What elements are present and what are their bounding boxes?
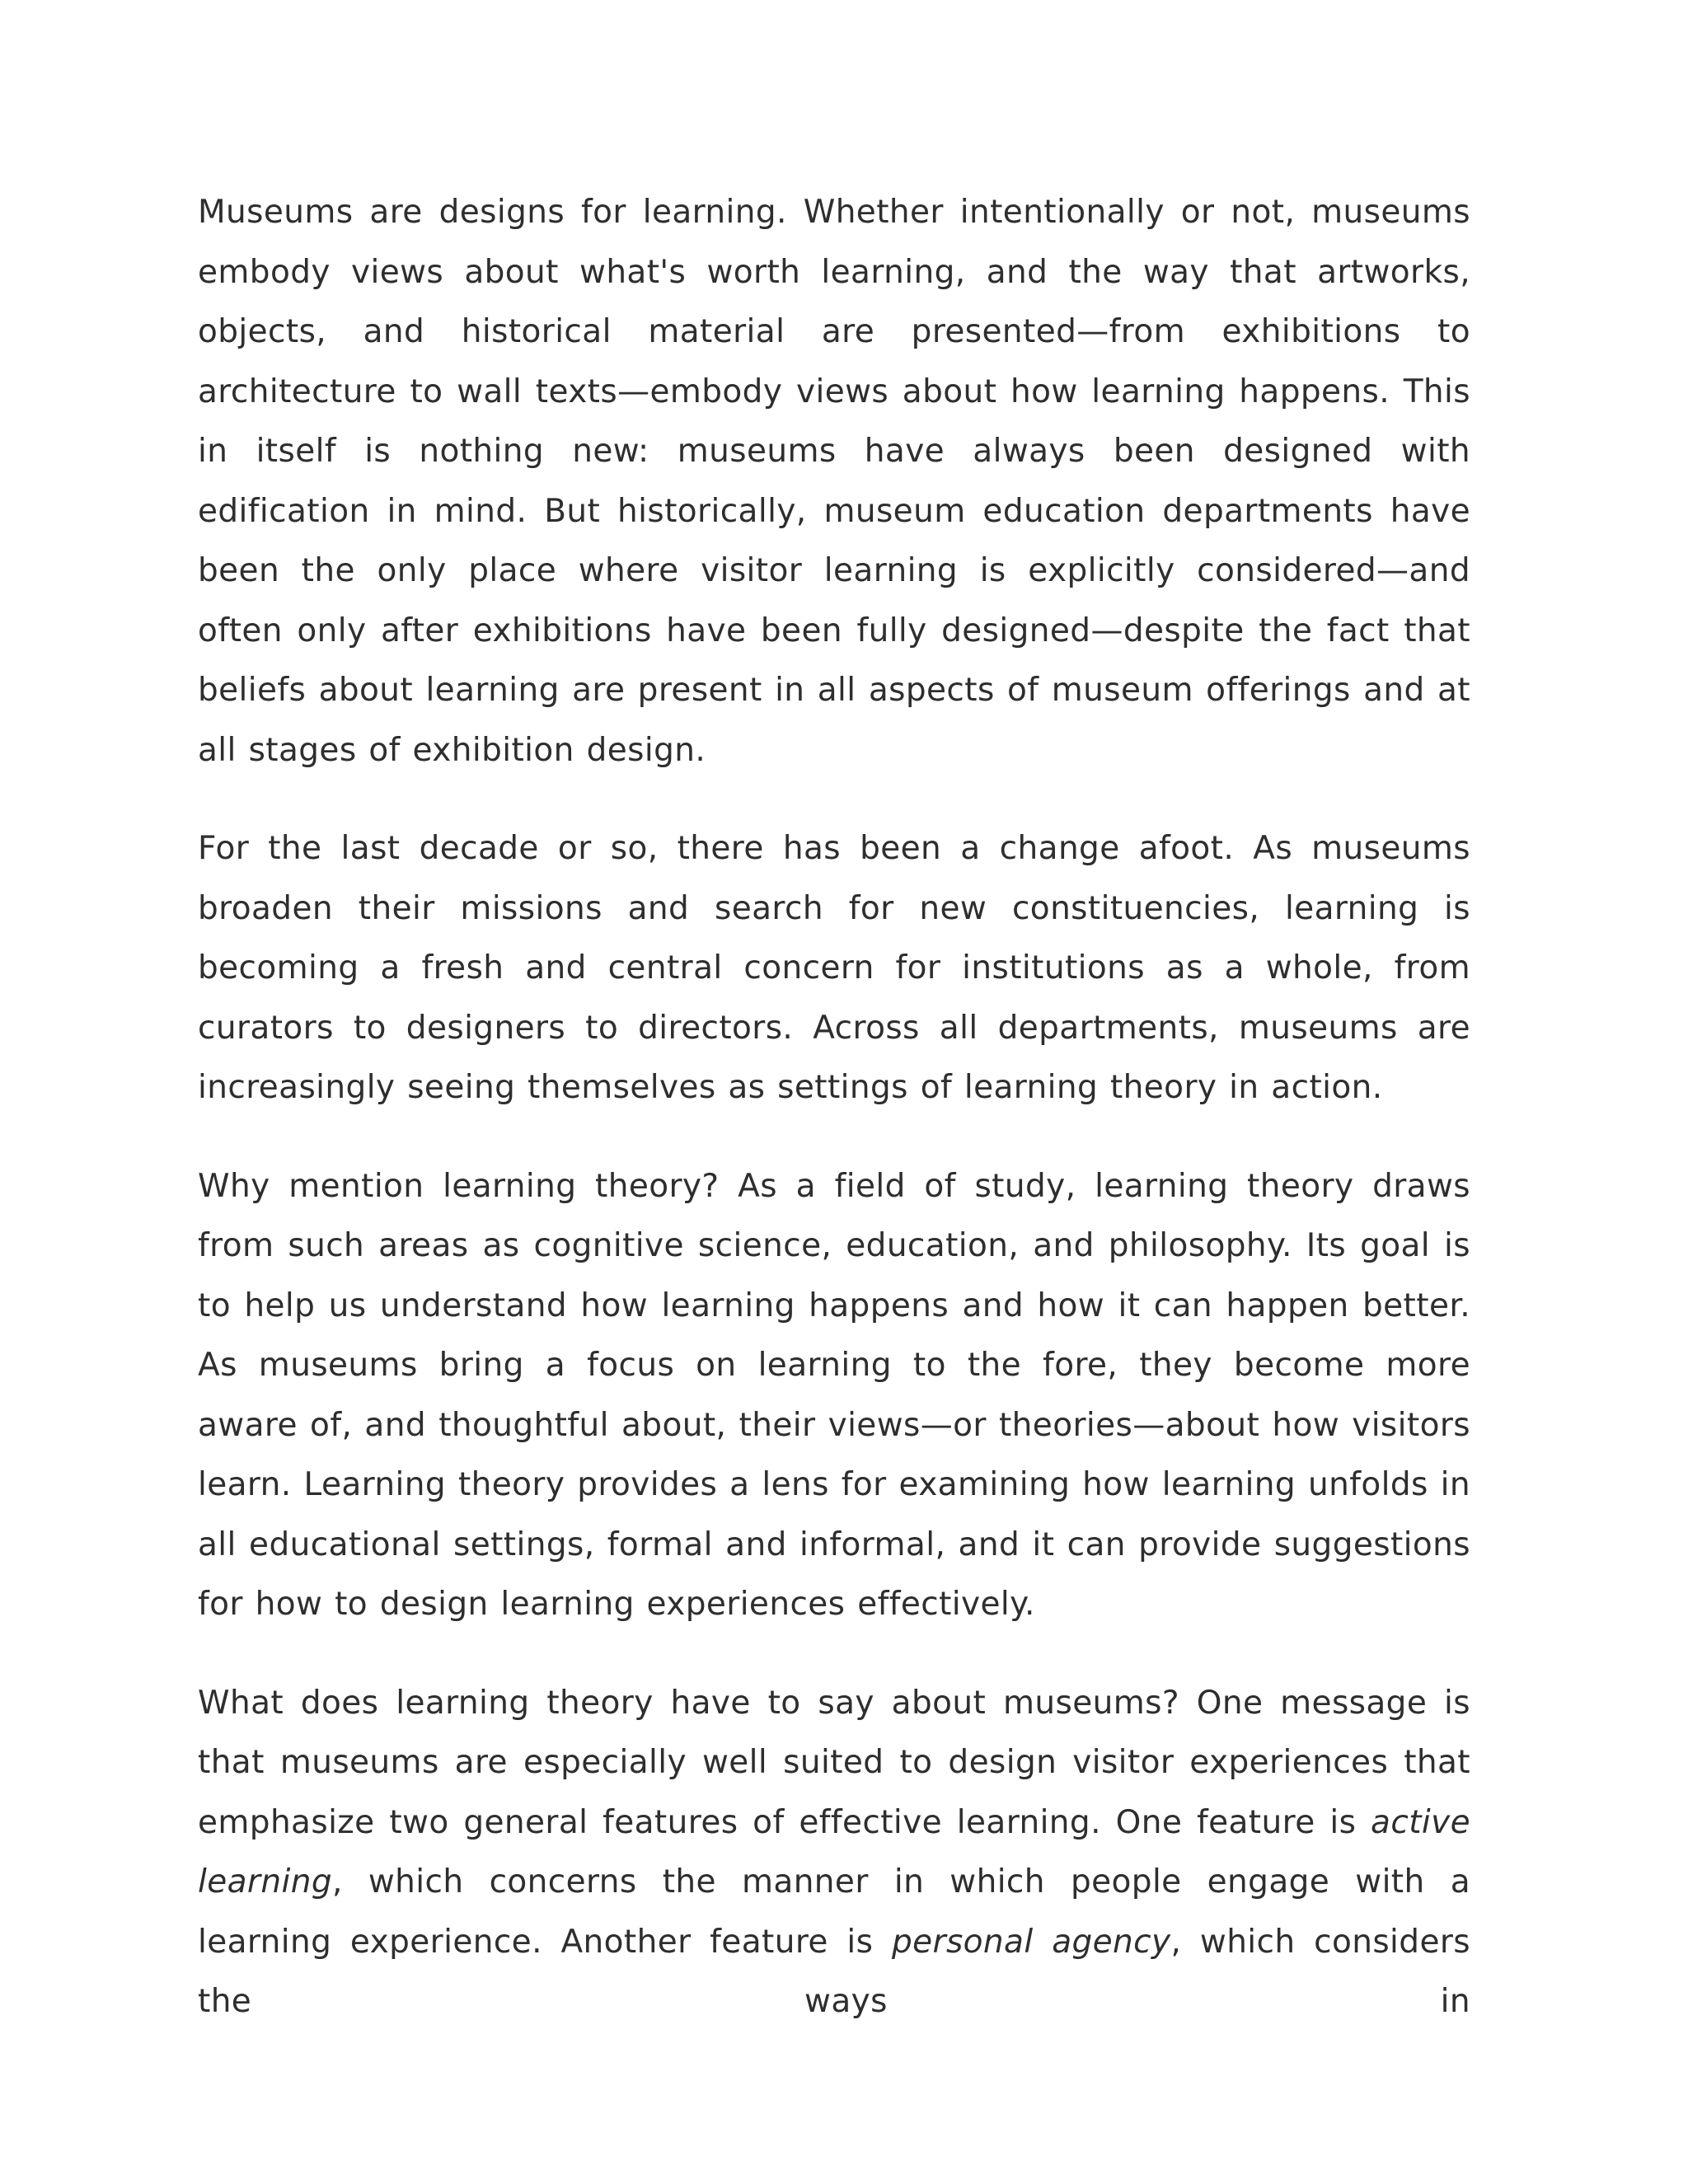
paragraph-change-afoot: For the last decade or so, there has been a change afoot. As museums broaden their missions and search for new constituencies, learning is becoming a fresh and central concern for institutions as a whole, from curators to designers to directors. Across all departments, museums are increasingly seeing themselves as settings of learning theory in action.: [198, 830, 1470, 1106]
paragraph-text-before: What does learning theory have to say about museums? One message is that museums are especially well suited to design visitor experiences that emphasize two general features of effective learning. One feature is: [198, 1684, 1470, 1841]
paragraph-museums-designs: Museums are designs for learning. Whether intentionally or not, museums embody views about what's worth learning, and the way that artworks, objects, and historical material are presented—from exhibitions to architecture to wall texts—embody views about how learning happens. This in itself is nothing new: museums have always been designed with edification in mind. But historically, museum education departments have been the only place where visitor learning is explicitly considered—and often only after exhibitions have been fully designed—despite the fact that beliefs about learning are present in all aspects of museum offerings and at all stages of exhibition design.: [198, 194, 1470, 769]
paragraph-text-after: , which considers the ways in: [198, 1923, 1470, 2020]
paragraph-text-middle: , which concerns the manner in which people engage with a learning experience. Another feature is: [198, 1863, 1470, 1961]
emphasis-personal-agency: personal agency: [891, 1923, 1171, 1961]
emphasis-active-learning: active learning: [198, 1803, 1470, 1900]
body-text: [198, 183, 1470, 2071]
paragraph-active-learning: [198, 1674, 1470, 2032]
paragraph-learning-theory: Why mention learning theory? As a field of study, learning theory draws from such areas as cognitive science, education, and philosophy. Its goal is to help us understand how learning happens and how it can happen better. As museums bring a focus on learning to the fore, they become more aware of, and thoughtful about, their views—or theories—about how visitors learn. Learning theory provides a lens for examining how learning unfolds in all educational settings, formal and informal, and it can provide suggestions for how to design learning experiences effectively.: [198, 1167, 1470, 1623]
